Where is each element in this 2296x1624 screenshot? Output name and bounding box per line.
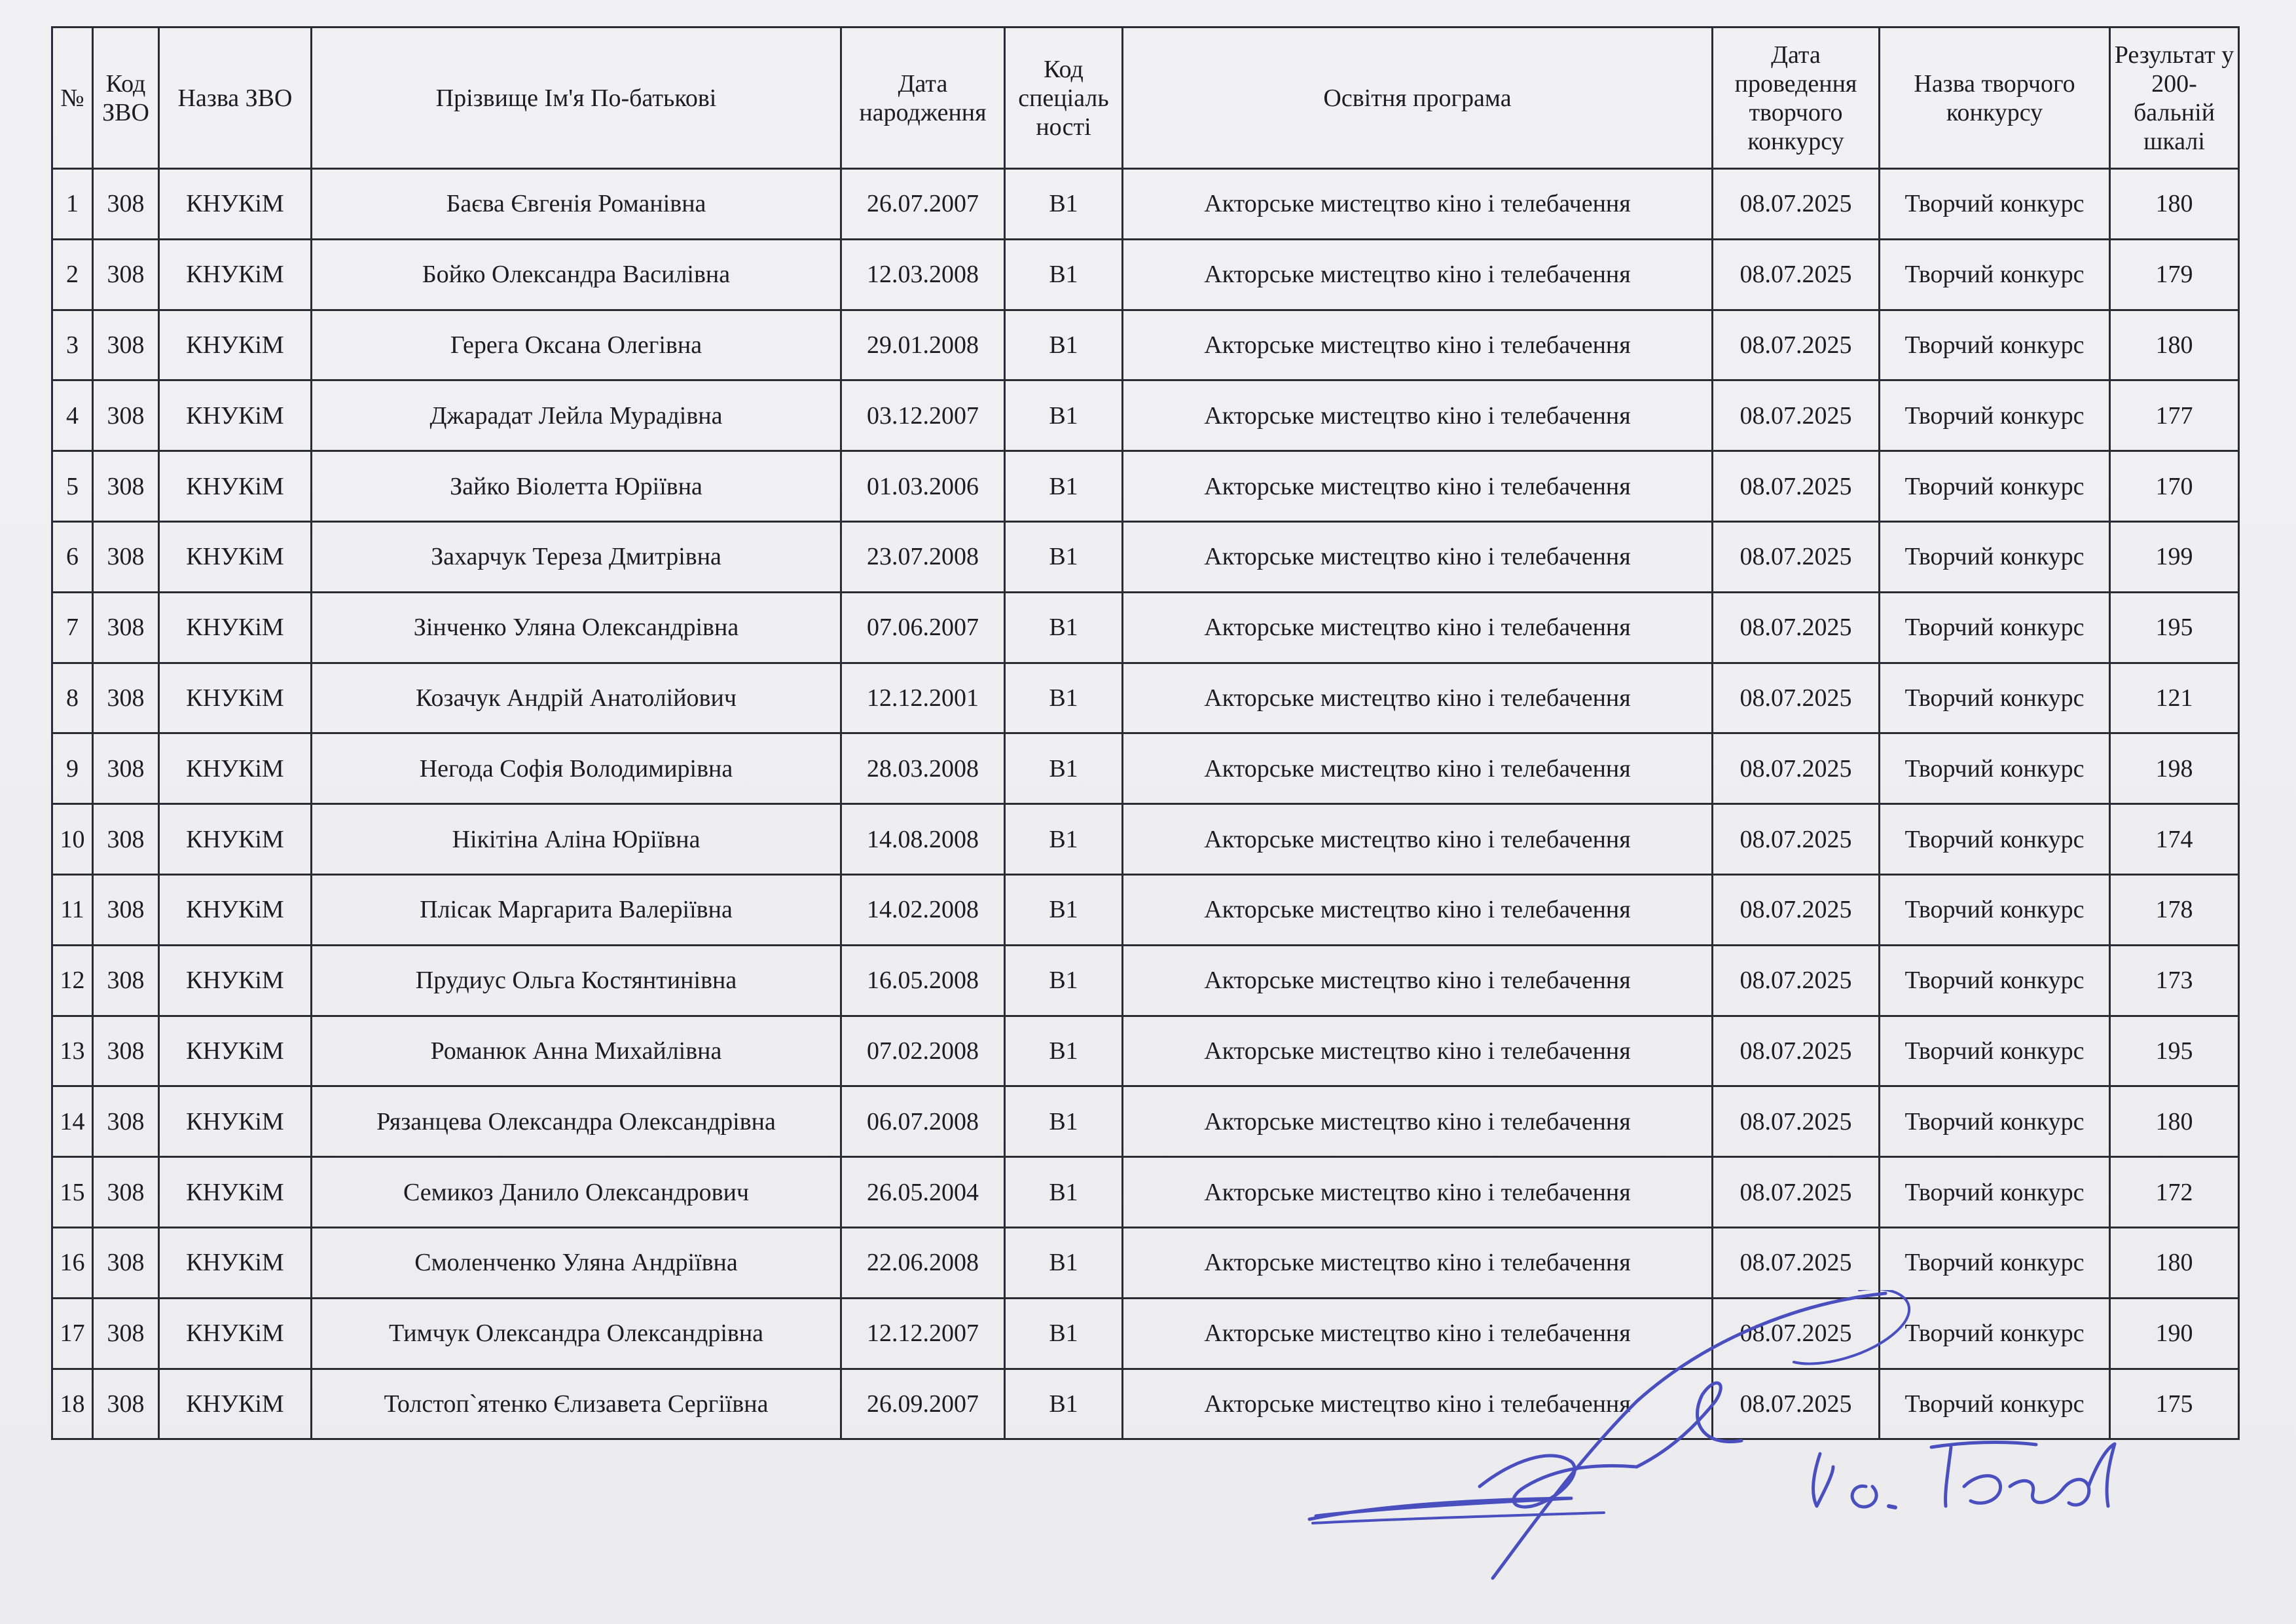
- contest-date-cell: 08.07.2025: [1713, 1369, 1880, 1439]
- institution-code-cell: 308: [93, 310, 159, 380]
- score-cell: 174: [2110, 804, 2239, 875]
- specialty-code-cell: В1: [1005, 1016, 1123, 1086]
- row-number-cell: 2: [52, 239, 93, 310]
- institution-code-cell: 308: [93, 451, 159, 522]
- row-number-cell: 11: [52, 874, 93, 945]
- row-number-cell: 13: [52, 1016, 93, 1086]
- specialty-code-cell: В1: [1005, 663, 1123, 733]
- contest-name-cell: Творчий конкурс: [1880, 804, 2110, 875]
- contest-name-cell: Творчий конкурс: [1880, 1227, 2110, 1298]
- contest-name-cell: Творчий конкурс: [1880, 592, 2110, 663]
- score-cell: 170: [2110, 451, 2239, 522]
- contest-date-cell: 08.07.2025: [1713, 1086, 1880, 1157]
- specialty-code-cell: В1: [1005, 804, 1123, 875]
- full-name-cell: Захарчук Тереза Дмитрівна: [312, 521, 841, 592]
- specialty-code-cell: В1: [1005, 592, 1123, 663]
- institution-name-cell: КНУКіМ: [159, 1016, 312, 1086]
- header-specialty-code: Код спеціаль ності: [1005, 28, 1123, 169]
- institution-code-cell: 308: [93, 733, 159, 804]
- full-name-cell: Бойко Олександра Василівна: [312, 239, 841, 310]
- contest-name-cell: Творчий конкурс: [1880, 169, 2110, 240]
- header-contest-date: Дата проведення творчого конкурсу: [1713, 28, 1880, 169]
- birth-date-cell: 23.07.2008: [841, 521, 1005, 592]
- program-name-cell: Акторське мистецтво кіно і телебачення: [1123, 804, 1713, 875]
- contest-date-cell: 08.07.2025: [1713, 380, 1880, 451]
- handwritten-signature: [1296, 1290, 2147, 1598]
- header-program: Освітня програма: [1123, 28, 1713, 169]
- contest-date-cell: 08.07.2025: [1713, 1016, 1880, 1086]
- row-number-cell: 1: [52, 169, 93, 240]
- full-name-cell: Смоленченко Уляна Андріївна: [312, 1227, 841, 1298]
- contest-name-cell: Творчий конкурс: [1880, 310, 2110, 380]
- row-number-cell: 12: [52, 945, 93, 1016]
- table-row: [52, 239, 2239, 310]
- institution-code-cell: 308: [93, 663, 159, 733]
- institution-name-cell: КНУКіМ: [159, 1369, 312, 1439]
- table-row: [52, 310, 2239, 380]
- institution-code-cell: 308: [93, 521, 159, 592]
- score-cell: 180: [2110, 169, 2239, 240]
- contest-date-cell: 08.07.2025: [1713, 451, 1880, 522]
- birth-date-cell: 07.02.2008: [841, 1016, 1005, 1086]
- specialty-code-cell: В1: [1005, 874, 1123, 945]
- specialty-code-cell: В1: [1005, 169, 1123, 240]
- institution-name-cell: КНУКіМ: [159, 874, 312, 945]
- header-institution-name: Назва ЗВО: [159, 28, 312, 169]
- table-row: [52, 380, 2239, 451]
- birth-date-cell: 22.06.2008: [841, 1227, 1005, 1298]
- table-row: [52, 945, 2239, 1016]
- institution-code-cell: 308: [93, 1227, 159, 1298]
- birth-date-cell: 03.12.2007: [841, 380, 1005, 451]
- header-contest-name: Назва творчого конкурсу: [1880, 28, 2110, 169]
- contest-date-cell: 08.07.2025: [1713, 1227, 1880, 1298]
- program-name-cell: Акторське мистецтво кіно і телебачення: [1123, 169, 1713, 240]
- contest-name-cell: Творчий конкурс: [1880, 1016, 2110, 1086]
- table-row: [52, 592, 2239, 663]
- row-number-cell: 5: [52, 451, 93, 522]
- birth-date-cell: 26.09.2007: [841, 1369, 1005, 1439]
- full-name-cell: Баєва Євгенія Романівна: [312, 169, 841, 240]
- full-name-cell: Толстоп`ятенко Єлизавета Сергіївна: [312, 1369, 841, 1439]
- header-institution-code: Код ЗВО: [93, 28, 159, 169]
- program-name-cell: Акторське мистецтво кіно і телебачення: [1123, 945, 1713, 1016]
- program-name-cell: Акторське мистецтво кіно і телебачення: [1123, 1016, 1713, 1086]
- score-cell: 175: [2110, 1369, 2239, 1439]
- contest-date-cell: 08.07.2025: [1713, 663, 1880, 733]
- institution-name-cell: КНУКіМ: [159, 733, 312, 804]
- specialty-code-cell: В1: [1005, 239, 1123, 310]
- table-row: [52, 874, 2239, 945]
- score-cell: 180: [2110, 1086, 2239, 1157]
- score-cell: 198: [2110, 733, 2239, 804]
- results-table: [51, 26, 2240, 1440]
- institution-name-cell: КНУКіМ: [159, 663, 312, 733]
- header-number: №: [52, 28, 93, 169]
- score-cell: 173: [2110, 945, 2239, 1016]
- row-number-cell: 9: [52, 733, 93, 804]
- contest-name-cell: Творчий конкурс: [1880, 1298, 2110, 1369]
- specialty-code-cell: В1: [1005, 1298, 1123, 1369]
- institution-code-cell: 308: [93, 1157, 159, 1228]
- table-row: [52, 1086, 2239, 1157]
- birth-date-cell: 16.05.2008: [841, 945, 1005, 1016]
- program-name-cell: Акторське мистецтво кіно і телебачення: [1123, 733, 1713, 804]
- institution-name-cell: КНУКіМ: [159, 169, 312, 240]
- full-name-cell: Герега Оксана Олегівна: [312, 310, 841, 380]
- birth-date-cell: 12.12.2007: [841, 1298, 1005, 1369]
- score-cell: 179: [2110, 239, 2239, 310]
- full-name-cell: Семикоз Данило Олександрович: [312, 1157, 841, 1228]
- full-name-cell: Романюк Анна Михайлівна: [312, 1016, 841, 1086]
- institution-code-cell: 308: [93, 1016, 159, 1086]
- birth-date-cell: 14.08.2008: [841, 804, 1005, 875]
- birth-date-cell: 14.02.2008: [841, 874, 1005, 945]
- institution-name-cell: КНУКіМ: [159, 1157, 312, 1228]
- score-cell: 177: [2110, 380, 2239, 451]
- contest-date-cell: 08.07.2025: [1713, 592, 1880, 663]
- specialty-code-cell: В1: [1005, 380, 1123, 451]
- table-body: [52, 169, 2239, 1439]
- program-name-cell: Акторське мистецтво кіно і телебачення: [1123, 380, 1713, 451]
- program-name-cell: Акторське мистецтво кіно і телебачення: [1123, 239, 1713, 310]
- institution-name-cell: КНУКіМ: [159, 1227, 312, 1298]
- full-name-cell: Плісак Маргарита Валеріївна: [312, 874, 841, 945]
- full-name-cell: Джарадат Лейла Мурадівна: [312, 380, 841, 451]
- institution-name-cell: КНУКіМ: [159, 804, 312, 875]
- institution-name-cell: КНУКіМ: [159, 451, 312, 522]
- contest-name-cell: Творчий конкурс: [1880, 663, 2110, 733]
- full-name-cell: Нікітіна Аліна Юріївна: [312, 804, 841, 875]
- contest-name-cell: Творчий конкурс: [1880, 451, 2110, 522]
- table-row: [52, 1157, 2239, 1228]
- contest-date-cell: 08.07.2025: [1713, 945, 1880, 1016]
- birth-date-cell: 28.03.2008: [841, 733, 1005, 804]
- program-name-cell: Акторське мистецтво кіно і телебачення: [1123, 1298, 1713, 1369]
- institution-code-cell: 308: [93, 1298, 159, 1369]
- table-row: [52, 1227, 2239, 1298]
- institution-name-cell: КНУКіМ: [159, 1086, 312, 1157]
- program-name-cell: Акторське мистецтво кіно і телебачення: [1123, 874, 1713, 945]
- program-name-cell: Акторське мистецтво кіно і телебачення: [1123, 1086, 1713, 1157]
- institution-code-cell: 308: [93, 380, 159, 451]
- contest-name-cell: Творчий конкурс: [1880, 945, 2110, 1016]
- full-name-cell: Козачук Андрій Анатолійович: [312, 663, 841, 733]
- row-number-cell: 4: [52, 380, 93, 451]
- contest-date-cell: 08.07.2025: [1713, 310, 1880, 380]
- table-row: [52, 804, 2239, 875]
- institution-name-cell: КНУКіМ: [159, 521, 312, 592]
- institution-name-cell: КНУКіМ: [159, 310, 312, 380]
- institution-code-cell: 308: [93, 945, 159, 1016]
- contest-date-cell: 08.07.2025: [1713, 239, 1880, 310]
- header-birth-date: Дата народження: [841, 28, 1005, 169]
- institution-code-cell: 308: [93, 592, 159, 663]
- institution-name-cell: КНУКіМ: [159, 592, 312, 663]
- contest-date-cell: 08.07.2025: [1713, 1157, 1880, 1228]
- row-number-cell: 6: [52, 521, 93, 592]
- institution-name-cell: КНУКіМ: [159, 380, 312, 451]
- specialty-code-cell: В1: [1005, 521, 1123, 592]
- institution-code-cell: 308: [93, 1086, 159, 1157]
- row-number-cell: 16: [52, 1227, 93, 1298]
- row-number-cell: 3: [52, 310, 93, 380]
- score-cell: 121: [2110, 663, 2239, 733]
- birth-date-cell: 12.03.2008: [841, 239, 1005, 310]
- score-cell: 180: [2110, 1227, 2239, 1298]
- score-cell: 195: [2110, 1016, 2239, 1086]
- contest-name-cell: Творчий конкурс: [1880, 521, 2110, 592]
- program-name-cell: Акторське мистецтво кіно і телебачення: [1123, 663, 1713, 733]
- row-number-cell: 7: [52, 592, 93, 663]
- specialty-code-cell: В1: [1005, 733, 1123, 804]
- row-number-cell: 14: [52, 1086, 93, 1157]
- specialty-code-cell: В1: [1005, 451, 1123, 522]
- birth-date-cell: 07.06.2007: [841, 592, 1005, 663]
- specialty-code-cell: В1: [1005, 945, 1123, 1016]
- program-name-cell: Акторське мистецтво кіно і телебачення: [1123, 1369, 1713, 1439]
- contest-name-cell: Творчий конкурс: [1880, 1086, 2110, 1157]
- program-name-cell: Акторське мистецтво кіно і телебачення: [1123, 1227, 1713, 1298]
- birth-date-cell: 01.03.2006: [841, 451, 1005, 522]
- contest-date-cell: 08.07.2025: [1713, 733, 1880, 804]
- specialty-code-cell: В1: [1005, 1227, 1123, 1298]
- contest-name-cell: Творчий конкурс: [1880, 1369, 2110, 1439]
- table-row: [52, 521, 2239, 592]
- program-name-cell: Акторське мистецтво кіно і телебачення: [1123, 310, 1713, 380]
- table-row: [52, 451, 2239, 522]
- row-number-cell: 8: [52, 663, 93, 733]
- contest-name-cell: Творчий конкурс: [1880, 1157, 2110, 1228]
- score-cell: 195: [2110, 592, 2239, 663]
- institution-code-cell: 308: [93, 874, 159, 945]
- table-row: [52, 733, 2239, 804]
- full-name-cell: Тимчук Олександра Олександрівна: [312, 1298, 841, 1369]
- header-score: Результат у 200-бальній шкалі: [2110, 28, 2239, 169]
- institution-name-cell: КНУКіМ: [159, 945, 312, 1016]
- score-cell: 178: [2110, 874, 2239, 945]
- program-name-cell: Акторське мистецтво кіно і телебачення: [1123, 592, 1713, 663]
- header-full-name: Прізвище Ім'я По-батькові: [312, 28, 841, 169]
- birth-date-cell: 06.07.2008: [841, 1086, 1005, 1157]
- table-header-row: [52, 28, 2239, 169]
- specialty-code-cell: В1: [1005, 310, 1123, 380]
- full-name-cell: Негода Софія Володимирівна: [312, 733, 841, 804]
- row-number-cell: 17: [52, 1298, 93, 1369]
- table-row: [52, 663, 2239, 733]
- institution-code-cell: 308: [93, 169, 159, 240]
- contest-date-cell: 08.07.2025: [1713, 521, 1880, 592]
- contest-date-cell: 08.07.2025: [1713, 1298, 1880, 1369]
- table-row: [52, 169, 2239, 240]
- table-row: [52, 1016, 2239, 1086]
- program-name-cell: Акторське мистецтво кіно і телебачення: [1123, 1157, 1713, 1228]
- contest-name-cell: Творчий конкурс: [1880, 733, 2110, 804]
- contest-name-cell: Творчий конкурс: [1880, 239, 2110, 310]
- full-name-cell: Рязанцева Олександра Олександрівна: [312, 1086, 841, 1157]
- program-name-cell: Акторське мистецтво кіно і телебачення: [1123, 521, 1713, 592]
- institution-name-cell: КНУКіМ: [159, 1298, 312, 1369]
- institution-code-cell: 308: [93, 1369, 159, 1439]
- contest-date-cell: 08.07.2025: [1713, 874, 1880, 945]
- birth-date-cell: 12.12.2001: [841, 663, 1005, 733]
- full-name-cell: Прудиус Ольга Костянтинівна: [312, 945, 841, 1016]
- program-name-cell: Акторське мистецтво кіно і телебачення: [1123, 451, 1713, 522]
- institution-code-cell: 308: [93, 804, 159, 875]
- institution-code-cell: 308: [93, 239, 159, 310]
- birth-date-cell: 26.05.2004: [841, 1157, 1005, 1228]
- row-number-cell: 18: [52, 1369, 93, 1439]
- full-name-cell: Зінченко Уляна Олександрівна: [312, 592, 841, 663]
- contest-name-cell: Творчий конкурс: [1880, 380, 2110, 451]
- birth-date-cell: 29.01.2008: [841, 310, 1005, 380]
- specialty-code-cell: В1: [1005, 1086, 1123, 1157]
- contest-date-cell: 08.07.2025: [1713, 804, 1880, 875]
- row-number-cell: 15: [52, 1157, 93, 1228]
- specialty-code-cell: В1: [1005, 1369, 1123, 1439]
- score-cell: 199: [2110, 521, 2239, 592]
- contest-date-cell: 08.07.2025: [1713, 169, 1880, 240]
- score-cell: 172: [2110, 1157, 2239, 1228]
- contest-name-cell: Творчий конкурс: [1880, 874, 2110, 945]
- row-number-cell: 10: [52, 804, 93, 875]
- score-cell: 180: [2110, 310, 2239, 380]
- score-cell: 190: [2110, 1298, 2239, 1369]
- full-name-cell: Зайко Віолетта Юріївна: [312, 451, 841, 522]
- specialty-code-cell: В1: [1005, 1157, 1123, 1228]
- birth-date-cell: 26.07.2007: [841, 169, 1005, 240]
- institution-name-cell: КНУКіМ: [159, 239, 312, 310]
